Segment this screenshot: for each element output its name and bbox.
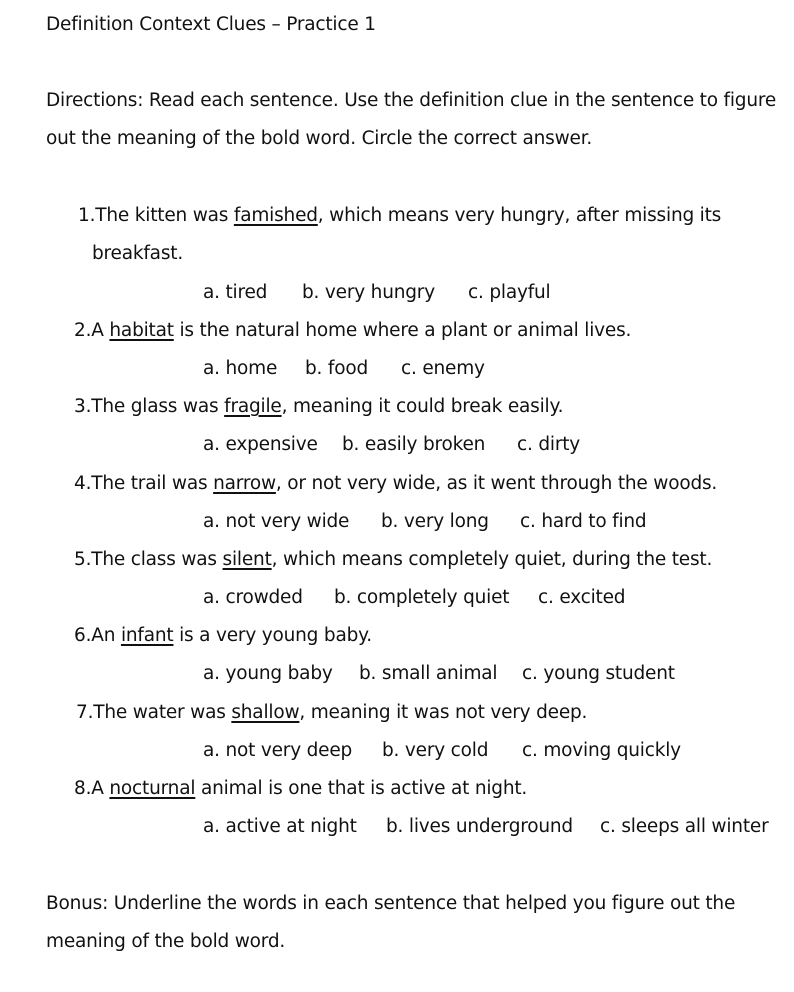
option-c[interactable]: c. young student: [522, 663, 675, 684]
target-word: fragile: [224, 396, 282, 417]
question-3: [74, 396, 563, 417]
target-word: habitat: [109, 320, 174, 341]
option-a[interactable]: a. not very deep: [203, 740, 353, 761]
option-c[interactable]: c. moving quickly: [522, 740, 681, 761]
question-number: 2.: [74, 320, 92, 341]
question-1: [78, 205, 721, 226]
bonus-line-2: meaning of the bold word.: [46, 931, 286, 952]
option-b[interactable]: b. small animal: [359, 663, 498, 684]
question-text-after: , or not very wide, as it went through the woods.: [275, 473, 718, 494]
question-1-options: [203, 282, 550, 303]
option-b[interactable]: b. food: [305, 358, 368, 379]
question-text-before: A: [91, 778, 110, 799]
question-text-after: is a very young baby.: [173, 625, 372, 646]
option-a[interactable]: a. tired: [203, 282, 268, 303]
question-3-options: [203, 434, 580, 455]
question-text-before: The class was: [91, 549, 223, 570]
question-text-after: , which means completely quiet, during the test.: [271, 549, 713, 570]
option-a[interactable]: a. home: [203, 358, 278, 379]
question-2: [74, 320, 631, 341]
question-4: [74, 473, 717, 494]
question-text-after: , which means very hungry, after missing its: [317, 205, 722, 226]
option-b[interactable]: b. completely quiet: [334, 587, 510, 608]
target-word: nocturnal: [109, 778, 196, 799]
question-2-options: [203, 358, 485, 379]
question-5: [74, 549, 712, 570]
question-number: 6.: [74, 625, 92, 646]
question-text-before: The kitten was: [95, 205, 234, 226]
option-c[interactable]: c. hard to find: [520, 511, 647, 532]
question-number: 5.: [74, 549, 92, 570]
question-7: [76, 702, 587, 723]
target-word: narrow: [213, 473, 276, 494]
question-number: 7.: [76, 702, 94, 723]
option-a[interactable]: a. young baby: [203, 663, 333, 684]
bonus-line-1: Bonus: Underline the words in each sentence that helped you figure out the: [46, 893, 736, 914]
question-text-after: animal is one that is active at night.: [195, 778, 528, 799]
question-text-after: , meaning it could break easily.: [281, 396, 564, 417]
option-c[interactable]: c. dirty: [517, 434, 581, 455]
question-text-before: The trail was: [91, 473, 214, 494]
worksheet-title: Definition Context Clues – Practice 1: [46, 14, 376, 35]
question-text-after: , meaning it was not very deep.: [299, 702, 588, 723]
option-a[interactable]: a. expensive: [203, 434, 318, 455]
question-6-options: [203, 663, 675, 684]
target-word: shallow: [231, 702, 300, 723]
option-b[interactable]: b. very long: [381, 511, 489, 532]
option-b[interactable]: b. very cold: [382, 740, 489, 761]
option-c[interactable]: c. sleeps all winter: [600, 816, 769, 837]
question-text-before: An: [91, 625, 121, 646]
question-5-options: [203, 587, 625, 608]
question-8-options: [203, 816, 768, 837]
option-c[interactable]: c. playful: [468, 282, 551, 303]
question-number: 4.: [74, 473, 92, 494]
target-word: silent: [222, 549, 272, 570]
target-word: famished: [233, 205, 318, 226]
question-1-continuation: breakfast.: [92, 243, 183, 264]
question-text-before: A: [91, 320, 110, 341]
question-text-before: The water was: [93, 702, 232, 723]
option-c[interactable]: c. excited: [538, 587, 626, 608]
option-b[interactable]: b. easily broken: [342, 434, 486, 455]
question-text-after: is the natural home where a plant or animal lives.: [173, 320, 632, 341]
question-number: 3.: [74, 396, 92, 417]
option-a[interactable]: a. crowded: [203, 587, 303, 608]
question-4-options: [203, 511, 646, 532]
option-a[interactable]: a. active at night: [203, 816, 357, 837]
directions-line-2: out the meaning of the bold word. Circle the correct answer.: [46, 128, 593, 149]
option-b[interactable]: b. lives underground: [386, 816, 573, 837]
question-8: [74, 778, 527, 799]
target-word: infant: [120, 625, 174, 646]
option-c[interactable]: c. enemy: [401, 358, 485, 379]
option-a[interactable]: a. not very wide: [203, 511, 350, 532]
question-number: 1.: [78, 205, 96, 226]
question-6: [74, 625, 372, 646]
directions-line-1: Directions: Read each sentence. Use the definition clue in the sentence to figure: [46, 90, 777, 111]
option-b[interactable]: b. very hungry: [302, 282, 435, 303]
question-text-before: The glass was: [91, 396, 225, 417]
question-7-options: [203, 740, 681, 761]
question-number: 8.: [74, 778, 92, 799]
